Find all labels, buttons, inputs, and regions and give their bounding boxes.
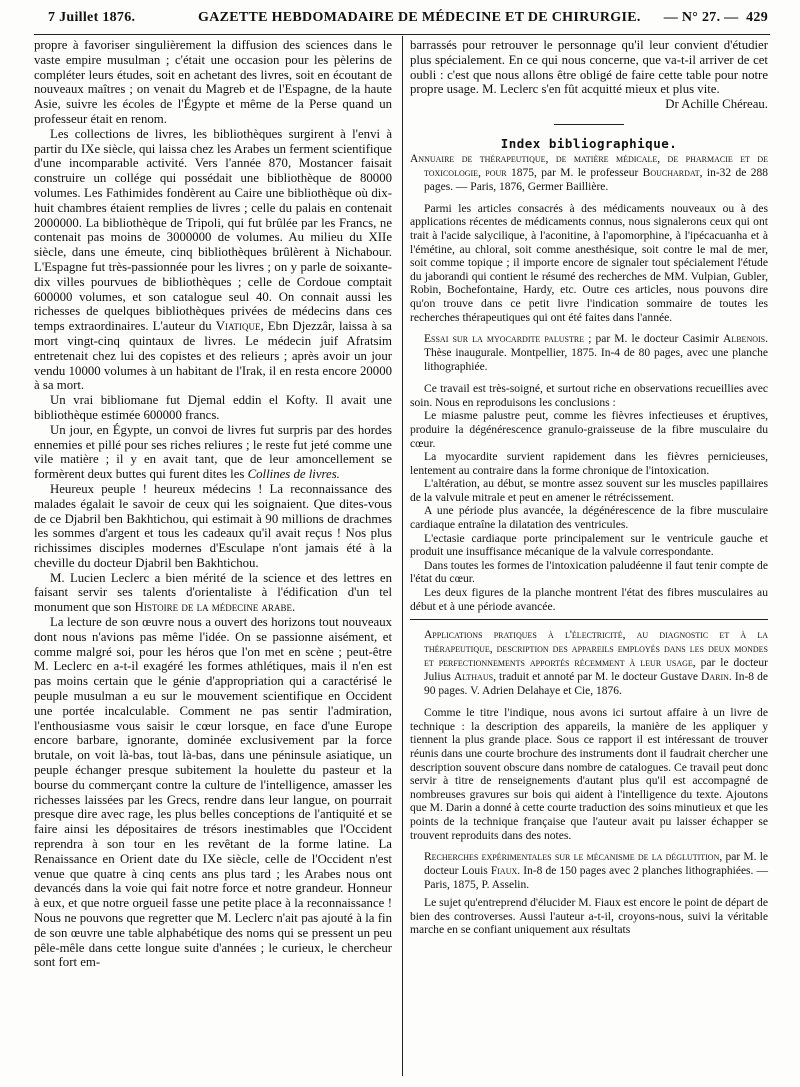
bibliography-entry-body: Le sujet qu'entreprend d'élucider M. Fiaux est encore le point de départ de bien des controverses. Aussi l'auteur a-t-il, croyons-nous, suivi la véritable marche en se confiant uniquement aux résultats	[410, 896, 768, 937]
bibliography-entry-heading: Applications pratiques à l'électricité, au diagnostic et à la thérapeutique, description des appareils employés dans les deux mondes et perfectionnements apportés récemment à leur usage, par le docteur Julius Althaus, traduit et annoté par M. le docteur Gustave Darin. In-8 de 90 pages. V. Adrien Delahaye et Cie, 1876.	[424, 629, 768, 698]
paragraph: M. Lucien Leclerc a bien mérité de la science et des lettres en faisant servir ses talents d'orientaliste à l'édification d'un tel monument que son Histoire de la médecine arabe.	[34, 570, 392, 615]
paragraph: Les collections de livres, les bibliothèques surgirent à l'envi à partir du IXe siècle, qui laissa chez les Arabes un ferment scientifique d'une incomparable activité. Vers l'année 870, Mostancer faisait construire un collége qui possédait une bibliothèque de 80000 volumes. Les Fathimides fondèrent au Caire une bibliothèque où dix-huit chambres étaient remplies de livres ; celle du palais en contenait 2000000. La bibliothèque de Tripoli, qui fut brûlée par les Francs, ne contenait pas moins de 3000000 de volumes. Au milieu du XIIe siècle, dans une émeute, cinq bibliothèques brûlèrent à Nichabour. L'Espagne fut très-passionnée pour les livres ; on y parle de soixante-dix villes pourvues de bibliothèques ; celle de Cordoue comptait 600000 volumes, et son catalogue seul 40. On connait aussi les richesses de quelques bibliothèques privées de médecins dans ces temps extraordinaires. L'auteur du Viatique, Ebn Djezzâr, laissa à sa mort vingt-cinq quintaux de livres. Le médecin juif Afratsim entretenait chez lui des copistes et des relieurs ; après avoir un jour vendu 10000 volumes à un habitant de l'Irak, il en resta encore 20000 à sa mort.	[34, 126, 392, 393]
paragraph: barrassés pour retrouver le personnage qu'il leur convient d'étudier plus spécialement. En ce qui nous concerne, que va-t-il arriver de cet oubli : c'est que nous allons être obligé de faire cette table pour notre propre usage. M. Leclerc s'en fût acquitté mieux et plus vite.	[410, 38, 768, 97]
right-column	[410, 38, 768, 937]
header-rule	[34, 34, 770, 35]
bibliography-entry-heading: Recherches expérimentales sur le mécanisme de la déglutition, par M. le docteur Louis Fiaux. In-8 de 150 pages avec 2 planches lithographiées. — Paris, 1875, P. Asselin.	[424, 851, 769, 892]
book-title: Histoire de la médecine arabe	[134, 600, 292, 615]
column-divider	[402, 36, 403, 1076]
book-title: Viatique	[215, 319, 261, 334]
journal-title: GAZETTE HEBDOMADAIRE DE MÉDECINE ET DE CHIRURGIE.	[198, 10, 641, 25]
paragraph: Heureux peuple ! heureux médecins ! La reconnaissance des malades égalait le savoir de ceux qui les soignaient. Que dites-vous de ce Djabril ben Bakhtichou, qui estimait à 90 millions de drachmes les sommes d'argent et tous les cadeaux qu'il avait reçus ! Nos plus richissimes disciples modernes d'Esculape n'ont jamais été à la cheville du docteur Djabril ben Bakhtichou.	[34, 481, 392, 570]
bibliography-entry-body: Parmi les articles consacrés à des médicaments nouveaux ou à des applications récentes de médicaments connus, nous signalerons ceux qui ont trait à l'acide salycilique, à l'aconitine, à l'apomorphine, à l'ipécacuanha et à l'émétine, au chloral, soit comme anesthésique, soit contre le mal de mer, soit comme topique ; il importe encore de signaler tout spécialement l'étude du jaborandi qui contient le résumé des recherches de MM. Vulpian, Gubler, Robin, Bochefontaine, Hardy, etc. Outre ces articles, nous pouvons dire qu'on trouve dans ce petit livre l'indication sommaire de toutes les recherches thérapeutiques qui ont été faites dans l'année.	[410, 201, 768, 324]
page-number: 429	[746, 10, 768, 25]
paragraph: Un jour, en Égypte, un convoi de livres fut surpris par des hordes ennemies et pillé pour ses riches reliures ; le reste fut jeté comme une vile matière ; il y en avait tant, que de leur amoncellement se formèrent deux buttes qui furent dites les Collines de livres.	[34, 422, 392, 482]
issue-date: 7 Juillet 1876.	[48, 10, 136, 25]
bibliography-entry-heading: Annuaire de thérapeutique, de matière médicale, de pharmacie et de toxicologie, pour 1875, par M. le professeur Bouchardat, in-32 de 288 pages. — Paris, 1876, Germer Baillière.	[410, 152, 768, 193]
left-column	[34, 38, 392, 970]
bibliography-entry-heading: Essai sur la myocardite palustre ; par M. le docteur Casimir Albenois. Thèse inaugurale. Montpellier, 1875. In-4 de 80 pages, avec une planche lithographiée.	[424, 333, 768, 374]
issue-number-and-page	[664, 10, 768, 26]
bibliography-entry-body: Ce travail est très-soigné, et surtout riche en observations recueillies avec soin. Nous en reproduisons les conclusions : Le miasme palustre peut, comme les fièvres infectieuses et éruptives, produire la dégénérescence granulo-graisseuse de la fibre musculaire du cœur. La myocardite survient rapidement dans les fièvres pernicieuses, lentement au contraire dans la forme chronique de l'intoxication. L'altération, au début, se montre assez souvent sur les muscles papillaires de la valvule mitrale et peut en amener le rétrécissement. A une période plus avancée, la dégénérescence de la fibre musculaire cardiaque entraîne la dilatation des ventricules. L'ectasie cardiaque porte principalement sur le ventricule gauche et produit une insuffisance mécanique de la valvule correspondante. Dans toutes les formes de l'intoxication paludéenne il faut tenir compte de l'état du cœur. Les deux figures de la planche montrent l'état des fibres musculaires au début et à une période avancée.	[410, 382, 768, 613]
paragraph: propre à favoriser singulièrement la diffusion des sciences dans le vaste empire musulman ; c'était une occasion pour les pèlerins de compléter leurs études, soit en achetant des livres, soit en écoutant de nouveaux maîtres ; on venait du Magreb et de l'Espagne, de la haute Asie, suivre les écoles de l'Égypte et même de la Perse quand un professeur était en renom.	[34, 38, 392, 126]
running-header	[48, 6, 768, 30]
section-rule	[554, 124, 624, 125]
paragraph: La lecture de son œuvre nous a ouvert des horizons tout nouveaux dont nous n'avions pas même l'idée. On se passionne aisément, et comme malgré soi, pour les héros que l'on met en scène ; peut-être M. Leclerc en a-t-il exagéré les formes athlétiques, mais il n'en est pas moins certain que le génie d'appropriation qui a caractérisé le peuple musulman a eu sur le mouvement scientifique en Occident une portée incalculable. Comment ne pas sentir l'admiration, l'enthousiasme vous saisir le cœur lorsque, en face d'une Europe encore barbare, ignorante, dominée exclusivement par la force brutale, on voit là-bas, tout là-bas, dans une péninsule asiatique, un peuple échanger presque subitement la houlette du pasteur et la bourse du commerçant contre la culture de l'intelligence, amasser les richesses laissées par les Grecs, rendre dans leur langue, on pourrait presque dire avec rage, les plus belles conceptions de l'antiquité et se faire ainsi les dépositaires de trésors inestimables que l'Occident reprendra à son tour en les revêtant de la forme latine. La Renaissance en Orient date du IXe siècle, celle de l'Occident n'est venue que quatre à cinq cents ans plus tard ; les Arabes nous ont devancés dans la voie qui fait notre force et notre grandeur. Honneur à eux, et que notre orgueil fasse une petite place à la reconnaissance ! Nous ne pouvons que regretter que M. Leclerc n'ait pas ajouté à la fin de son œuvre une table alphabétique des noms qui se pressent un peu pêle-mêle dans cette longue suite d'années ; le curieux, le chercheur sont fort em-	[34, 615, 392, 970]
issue-number: — N° 27. —	[663, 10, 739, 25]
index-title: Index bibliographique.	[500, 135, 678, 151]
paragraph: Un vrai bibliomane fut Djemal eddin el Kofty. Il avait une bibliothèque estimée 600000 francs.	[34, 393, 392, 422]
bibliography-entry-body: Comme le titre l'indique, nous avons ici surtout affaire à un livre de technique : la description des appareils, la manière de les appliquer y tiennent la plus grande place. Sous ce rapport il est intéressant de trouver réunis dans une courte brochure des instruments dont il faudrait chercher une description souvent obscure dans nombre de catalogues. Ce travail peut donc servir à titre de renseignements d'autant plus qu'il est accompagné de nombreuses gravures sur bois qui aident à l'intelligence du texte. Ajoutons que M. Darin a donné à cette courte traduction des soins minutieux et que les points de la technique française que l'auteur avait pu laisser échapper se trouvent reproduits dans des notes.	[410, 706, 768, 842]
author-signature: Dr Achille Chéreau.	[665, 97, 768, 112]
italic-phrase: Collines de livres.	[247, 467, 340, 482]
entry-rule	[410, 619, 768, 620]
